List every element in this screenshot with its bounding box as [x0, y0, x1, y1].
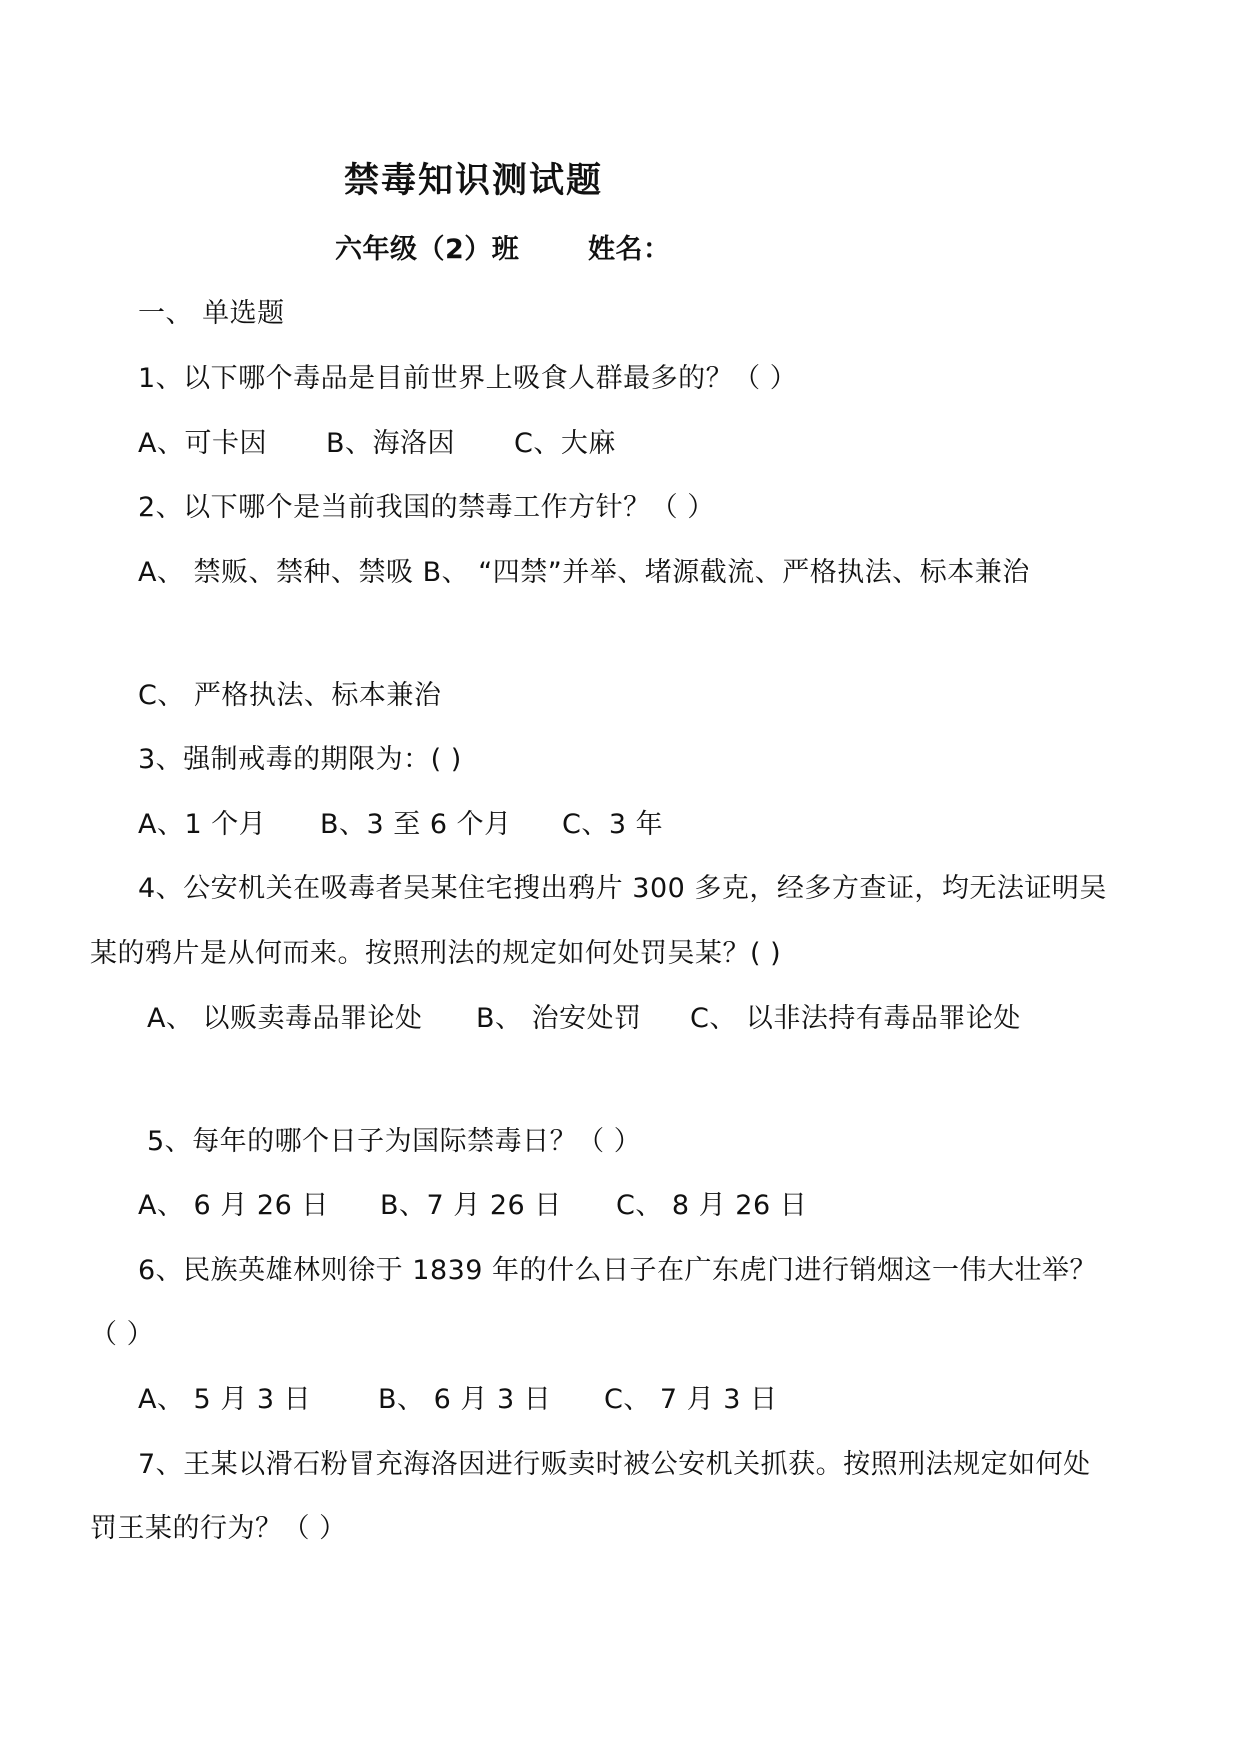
- page-title: 禁毒知识测试题: [344, 160, 604, 201]
- question-6-option-b: B、 6 月 3 日: [378, 1384, 552, 1415]
- question-4-option-c: C、 以非法持有毒品罪论处: [690, 1003, 1021, 1034]
- question-5-option-b: B、7 月 26 日: [380, 1190, 562, 1221]
- question-6-text-line-2: （ ）: [90, 1319, 155, 1350]
- question-5-option-a: A、 6 月 26 日: [138, 1190, 329, 1221]
- question-5-text: 5、每年的哪个日子为国际禁毒日？（ ）: [147, 1126, 642, 1157]
- question-6-option-a: A、 5 月 3 日: [138, 1384, 312, 1415]
- question-2-options-line-2: C、 严格执法、标本兼治: [138, 680, 442, 711]
- question-3-text: 3、强制戒毒的期限为：( ): [138, 744, 462, 775]
- class-label: 六年级（2）班: [335, 234, 520, 265]
- question-4-option-a: A、 以贩卖毒品罪论处: [147, 1003, 423, 1034]
- question-2-options-line-1: A、 禁贩、禁种、禁吸 B、 “四禁”并举、堵源截流、严格执法、标本兼治: [138, 557, 1030, 588]
- question-4-text-line-2: 某的鸦片是从何而来。按照刑法的规定如何处罚吴某？( ): [90, 938, 782, 969]
- question-6-text-line-1: 6、民族英雄林则徐于 1839 年的什么日子在广东虎门进行销烟这一伟大壮举？: [138, 1255, 1098, 1286]
- section-heading: 一、 单选题: [138, 298, 285, 329]
- question-7-text-line-2: 罚王某的行为？（ ）: [90, 1513, 347, 1544]
- question-3-option-b: B、3 至 6 个月: [320, 809, 512, 840]
- question-3-option-c: C、3 年: [562, 809, 664, 840]
- question-6-option-c: C、 7 月 3 日: [604, 1384, 778, 1415]
- question-5-option-c: C、 8 月 26 日: [616, 1190, 808, 1221]
- question-4-option-b: B、 治安处罚: [476, 1003, 642, 1034]
- question-1-text: 1、以下哪个毒品是目前世界上吸食人群最多的？（ ）: [138, 363, 798, 394]
- question-7-text-line-1: 7、王某以滑石粉冒充海洛因进行贩卖时被公安机关抓获。按照刑法规定如何处: [138, 1449, 1091, 1480]
- question-4-text-line-1: 4、公安机关在吸毒者吴某住宅搜出鸦片 300 多克，经多方查证，均无法证明吴: [138, 873, 1107, 904]
- question-1-option-b: B、海洛因: [326, 428, 456, 459]
- question-1-option-c: C、大麻: [514, 428, 616, 459]
- name-label: 姓名：: [588, 234, 671, 265]
- question-2-text: 2、以下哪个是当前我国的禁毒工作方针？（ ）: [138, 492, 715, 523]
- question-1-option-a: A、可卡因: [138, 428, 267, 459]
- question-3-option-a: A、1 个月: [138, 809, 267, 840]
